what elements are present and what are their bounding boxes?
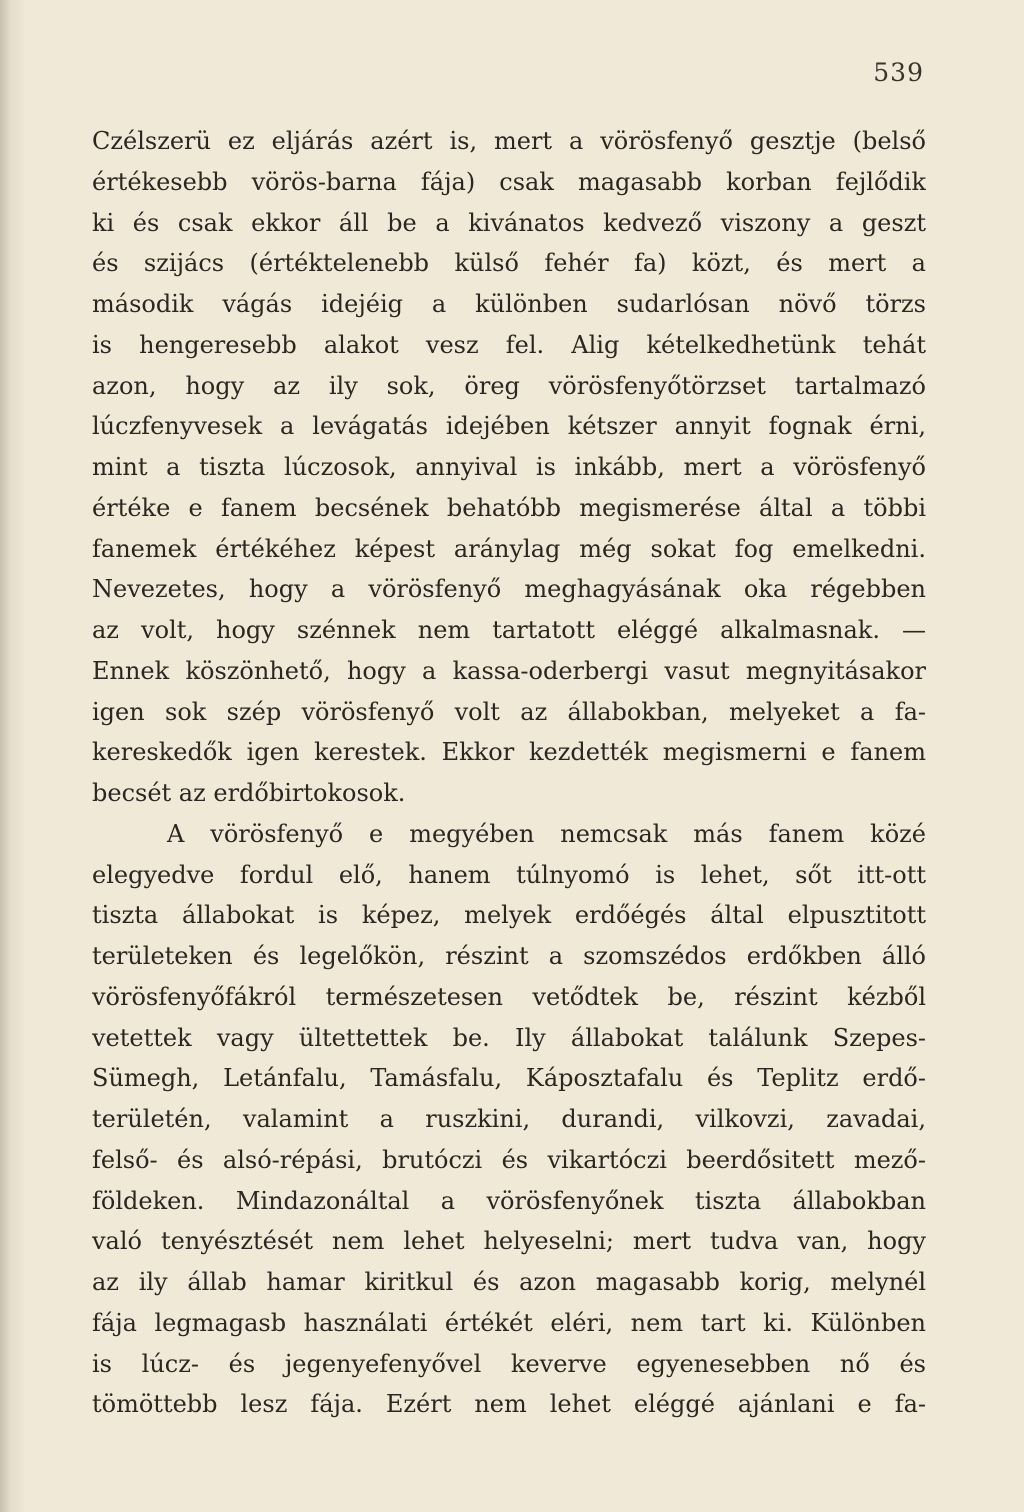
text-line: területeken és legelőkön, részint a szomszédos erdőkben álló [92, 942, 926, 970]
text-line: igen sok szép vörösfenyő volt az állabokban, melyeket a fa- [92, 697, 926, 726]
text-line: fanemek értékéhez képest aránylag még sokat fog emelkedni. [92, 534, 926, 563]
text-line: vörösfenyőfákról természetesen vetődtek be, részint kézből [92, 982, 926, 1011]
text-line: elegyedve fordul elő, hanem túlnyomó is lehet, sőt itt-ott [92, 860, 926, 889]
text-line: Nevezetes, hogy a vörösfenyő meghagyásának oka régebben [92, 575, 926, 604]
text-line: Czélszerü ez eljárás azért is, mert a vörösfenyő gesztje (belső [92, 127, 926, 155]
text-line: Sümegh, Letánfalu, Tamásfalu, Káposztafalu és Teplitz erdő- [92, 1064, 926, 1093]
text-line: is hengeresebb alakot vesz fel. Alig kételkedhetünk tehát [92, 330, 926, 359]
text-line: második vágás idejéig a különben sudarlósan növő törzs [92, 290, 926, 318]
text-line: Ennek köszönhető, hogy a kassa-oderbergi vasut megnyitásakor [92, 656, 926, 685]
text-line: azon, hogy az ily sok, öreg vörösfenyőtörzset tartalmazó [92, 371, 926, 400]
text-line: lúczfenyvesek a levágatás idejében kétszer annyit fognak érni, [92, 412, 926, 441]
text-line: földeken. Mindazonáltal a vörösfenyőnek tiszta állabokban [92, 1186, 926, 1215]
text-line: területén, valamint a ruszkini, durandi, vilkovzi, zavadai, [92, 1105, 926, 1133]
text-line: ki és csak ekkor áll be a kivánatos kedvező viszony a geszt [92, 208, 926, 237]
text-line: vetettek vagy ültettettek be. Ily állabokat találunk Szepes- [92, 1023, 926, 1052]
paragraph-start-line: A vörösfenyő e megyében nemcsak más fanem közé [167, 819, 926, 848]
text-line: kereskedők igen kerestek. Ekkor kezdették megismerni e fanem [92, 738, 926, 767]
text-line: tiszta állabokat is képez, melyek erdőégés által elpusztitott [92, 901, 926, 930]
body-text [92, 121, 926, 1425]
page-number: 539 [873, 58, 924, 87]
text-line: fája legmagasb használati értékét eléri, nem tart ki. Különben [92, 1308, 926, 1337]
text-line: tömöttebb lesz fája. Ezért nem lehet eléggé ajánlani e fa- [92, 1390, 926, 1419]
text-line: is lúcz- és jegenyefenyővel keverve egyenesebben nő és [92, 1349, 926, 1378]
text-line: az ily állab hamar kiritkul és azon magasabb korig, melynél [92, 1268, 926, 1296]
text-line: értéke e fanem becsének behatóbb megismerése által a többi [92, 493, 926, 522]
text-line: való tenyésztését nem lehet helyeselni; mert tudva van, hogy [92, 1227, 926, 1256]
text-line: felső- és alsó-répási, brutóczi és vikartóczi beerdősitett mező- [92, 1145, 926, 1174]
paragraph-end-line: becsét az erdőbirtokosok. [92, 779, 406, 807]
text-line: értékesebb vörös-barna fája) csak magasabb korban fejlődik [92, 167, 926, 196]
text-line: mint a tiszta lúczosok, annyival is inkább, mert a vörösfenyő [92, 453, 926, 481]
text-line: és szijács (értéktelenebb külső fehér fa) közt, és mert a [92, 249, 926, 278]
text-line: az volt, hogy szénnek nem tartatott eléggé alkalmasnak. — [92, 616, 926, 644]
